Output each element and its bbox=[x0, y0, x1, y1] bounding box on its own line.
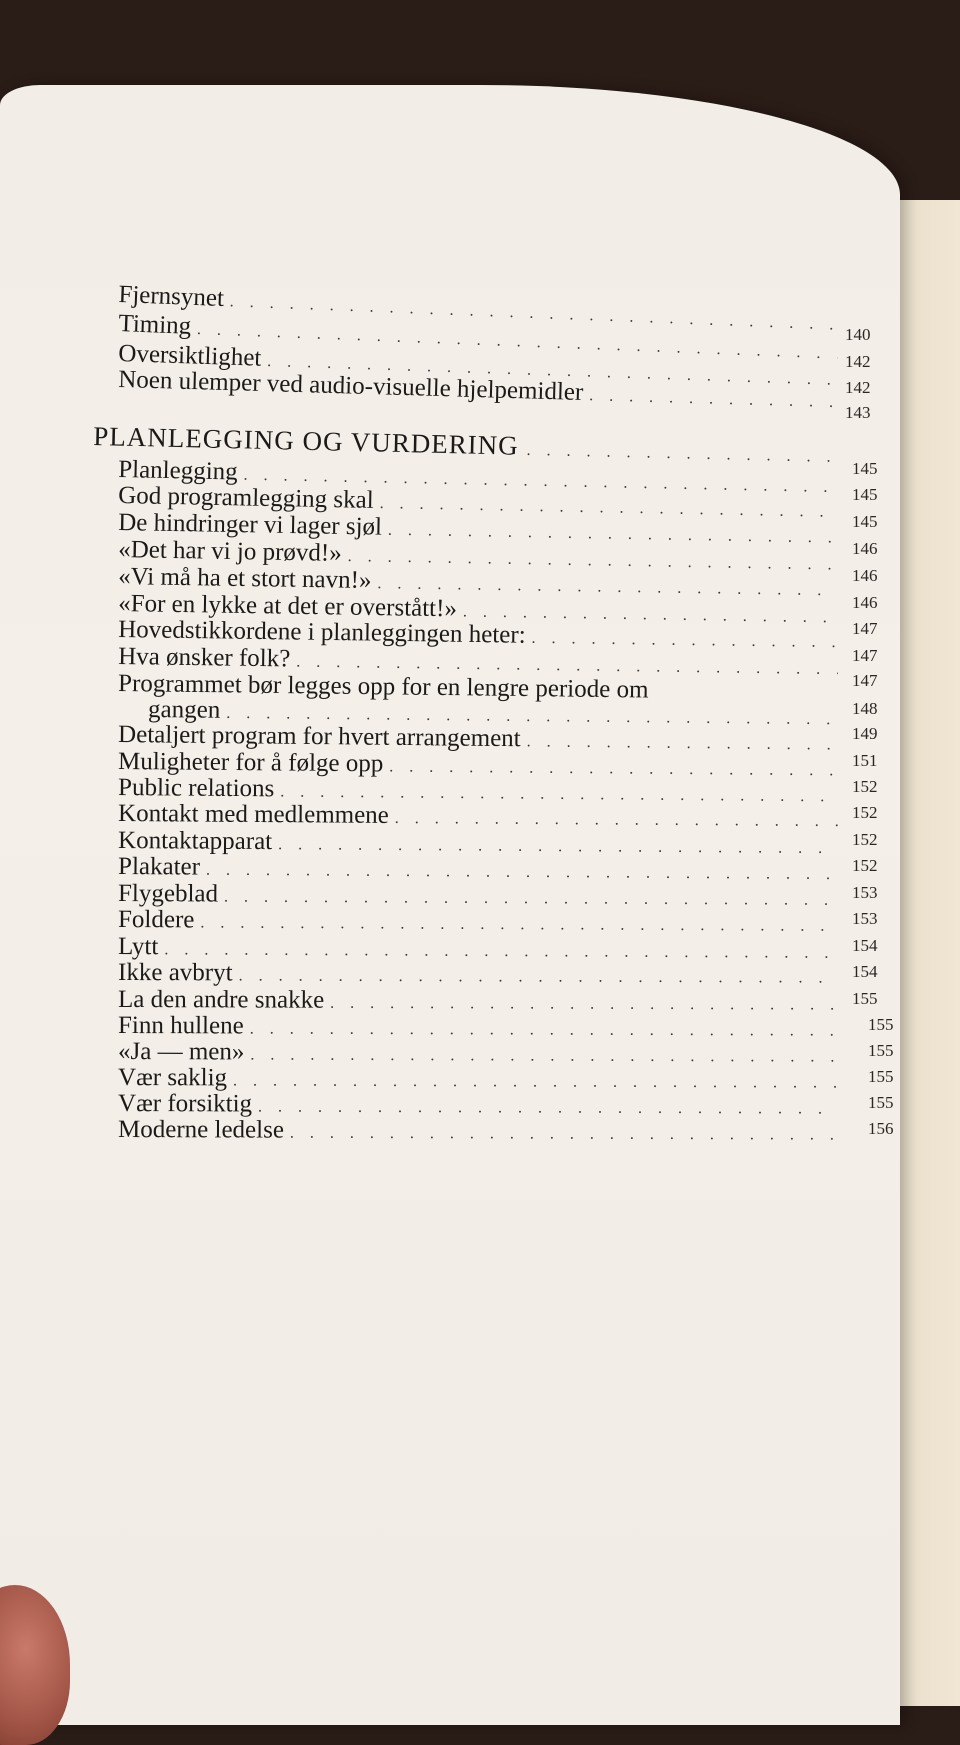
leader-dots bbox=[395, 811, 838, 830]
toc-entry-label: «Ja — men» bbox=[117, 1038, 245, 1066]
toc-entry-label: Detaljert program for hvert arrangement bbox=[117, 721, 521, 753]
leader-dots bbox=[239, 968, 839, 986]
toc-entry-label: «For en lykke at det er overstått!» bbox=[117, 590, 458, 623]
leader-dots bbox=[200, 915, 838, 934]
toc-page-number: 145 bbox=[852, 512, 878, 531]
toc-page-number: 142 bbox=[845, 352, 871, 371]
leader-dots bbox=[526, 442, 838, 467]
section-title: PLANLEGGING OG VURDERING bbox=[93, 421, 520, 461]
toc-entry-label: Plakater bbox=[117, 853, 201, 881]
toc-entry bbox=[118, 1039, 838, 1067]
leader-dots bbox=[250, 1047, 838, 1065]
toc-page-number: 153 bbox=[852, 909, 878, 928]
toc-page-number: 147 bbox=[852, 619, 878, 638]
toc-entry-label: Vær forsiktig bbox=[117, 1090, 253, 1118]
leader-dots bbox=[290, 1126, 838, 1144]
toc-entry bbox=[118, 854, 838, 884]
thumb bbox=[0, 1585, 70, 1745]
toc-entry-label: gangen bbox=[147, 696, 221, 724]
toc-page-number: 153 bbox=[852, 883, 878, 902]
toc-entry-label: Flygeblad bbox=[117, 880, 219, 908]
toc-page-number: 140 bbox=[845, 325, 871, 344]
book-page bbox=[0, 85, 900, 1725]
leader-dots bbox=[532, 631, 839, 651]
toc-page-number: 152 bbox=[852, 856, 878, 875]
toc-page-number: 155 bbox=[868, 1093, 894, 1112]
leader-dots bbox=[224, 890, 838, 909]
toc-page-number: 156 bbox=[868, 1119, 894, 1138]
table-of-contents bbox=[0, 85, 900, 1285]
toc-page-number: 151 bbox=[852, 751, 878, 770]
toc-entry bbox=[118, 907, 838, 936]
toc-page-number: 147 bbox=[852, 646, 878, 665]
toc-entry-label: Kontakt med medlemmene bbox=[117, 800, 389, 829]
toc-page-number: 147 bbox=[852, 671, 878, 690]
toc-page-number: 142 bbox=[845, 378, 871, 397]
toc-entry-label: «Vi må ha et stort navn!» bbox=[117, 563, 372, 594]
toc-page-number: 152 bbox=[852, 777, 878, 796]
leader-dots bbox=[330, 996, 838, 1014]
toc-page-number: 145 bbox=[852, 485, 878, 504]
toc-entry-label: Programmet bør legges opp for en lengre periode om bbox=[117, 670, 649, 704]
toc-page-number: 143 bbox=[845, 403, 871, 422]
toc-entry bbox=[118, 1065, 838, 1093]
toc-entry bbox=[118, 960, 838, 988]
toc-entry-label: Oversiktlighet bbox=[117, 340, 262, 372]
toc-page-number: 152 bbox=[852, 803, 878, 822]
toc-entry bbox=[118, 801, 838, 831]
leader-dots bbox=[233, 1073, 838, 1091]
toc-entry-label: Lytt bbox=[117, 933, 159, 961]
toc-entry bbox=[118, 1013, 838, 1041]
toc-page-number: 149 bbox=[852, 724, 878, 743]
toc-entry bbox=[118, 881, 838, 910]
leader-dots bbox=[589, 388, 838, 411]
toc-entry-label: Hovedstikkordene i planleggingen heter: bbox=[117, 616, 526, 649]
toc-entry bbox=[118, 1091, 838, 1119]
toc-entry bbox=[118, 828, 838, 858]
toc-entry bbox=[118, 1117, 838, 1145]
leader-dots bbox=[250, 1021, 838, 1039]
toc-entry-label: Planlegging bbox=[117, 456, 238, 486]
toc-entry bbox=[118, 987, 838, 1015]
toc-entry-label: Hva ønsker folk? bbox=[117, 643, 291, 673]
leader-dots bbox=[527, 734, 839, 753]
toc-entry-label: Finn hullene bbox=[117, 1012, 244, 1040]
leader-dots bbox=[206, 863, 838, 883]
toc-entry-label: Ikke avbryt bbox=[117, 959, 233, 987]
toc-entry-label: Moderne ledelse bbox=[117, 1116, 284, 1144]
toc-page-number: 146 bbox=[852, 566, 878, 585]
toc-entry-label: Timing bbox=[117, 310, 192, 340]
toc-page-number: 154 bbox=[852, 936, 878, 955]
toc-entry-label: La den andre snakke bbox=[117, 986, 325, 1014]
toc-page-number: 155 bbox=[868, 1041, 894, 1060]
leader-dots bbox=[164, 942, 838, 962]
toc-entry-label: «Det har vi jo prøvd!» bbox=[117, 536, 342, 567]
toc-page-number: 152 bbox=[852, 830, 878, 849]
toc-page-number: 154 bbox=[852, 962, 878, 981]
toc-entry-label: Noen ulemper ved audio-visuelle hjelpemidler bbox=[117, 366, 584, 406]
toc-entry-label: Fjernsynet bbox=[117, 281, 225, 313]
toc-entry-label: De hindringer vi lager sjøl bbox=[117, 509, 383, 541]
toc-entry-label: Public relations bbox=[117, 774, 275, 803]
toc-entry-label: God programlegging skal bbox=[117, 482, 374, 514]
toc-page-number: 155 bbox=[868, 1067, 894, 1086]
toc-entry-label: Kontaktapparat bbox=[117, 827, 273, 856]
toc-page-number: 146 bbox=[852, 539, 878, 558]
leader-dots bbox=[278, 837, 838, 857]
toc-page-number: 145 bbox=[852, 459, 878, 478]
toc-page-number: 148 bbox=[852, 699, 878, 718]
leader-dots bbox=[258, 1099, 838, 1117]
toc-entry-label: Vær saklig bbox=[117, 1064, 228, 1092]
toc-page-number: 155 bbox=[868, 1015, 894, 1034]
toc-entry-label: Muligheter for å følge opp bbox=[117, 748, 384, 778]
toc-entry-label: Foldere bbox=[117, 906, 195, 934]
leader-dots bbox=[389, 759, 838, 779]
toc-page-number: 146 bbox=[852, 593, 878, 612]
toc-page-number: 155 bbox=[852, 989, 878, 1008]
